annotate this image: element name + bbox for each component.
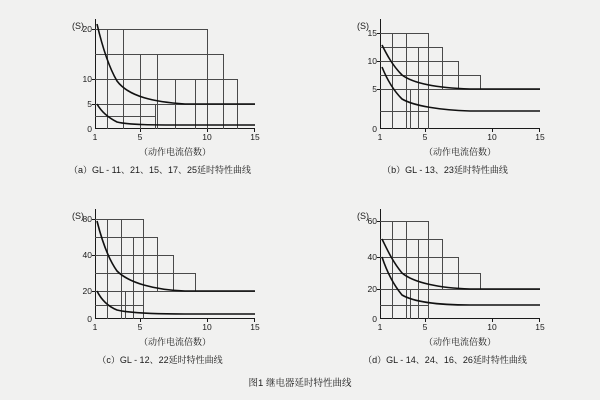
curve-upper xyxy=(97,24,255,104)
x-tick-label: 5 xyxy=(422,322,428,332)
x-tick-label: 10 xyxy=(487,322,497,332)
curve-upper xyxy=(382,45,540,89)
x-tick-mark xyxy=(207,129,208,132)
chart-panel-b xyxy=(305,5,585,180)
x-axis-title-d: （动作电流倍数） xyxy=(423,337,496,347)
plot-area-d xyxy=(367,209,545,332)
y-tick-label: 10 xyxy=(367,56,377,66)
panel-caption-b: （b）GL - 13、23延时特性曲线 xyxy=(382,165,508,175)
x-tick-label: 10 xyxy=(487,132,497,142)
x-tick-label: 15 xyxy=(250,132,260,142)
curve-lower xyxy=(97,291,255,314)
chart-panel-d xyxy=(305,195,585,370)
x-tick-label: 15 xyxy=(535,132,545,142)
x-axis-title-c: （动作电流倍数） xyxy=(138,337,211,347)
x-tick-label: 1 xyxy=(92,322,98,332)
y-axis-unit-label-c: (S) xyxy=(72,211,84,221)
x-tick-label: 5 xyxy=(137,322,143,332)
panel-caption-c: （c）GL - 12、22延时特性曲线 xyxy=(97,355,223,365)
plot-area-a xyxy=(82,19,260,142)
x-tick-mark xyxy=(425,129,426,132)
x-tick-label: 5 xyxy=(137,132,143,142)
x-tick-mark xyxy=(207,319,208,322)
x-tick-mark xyxy=(140,129,141,132)
x-tick-mark xyxy=(492,129,493,132)
chart-panel-a xyxy=(20,5,300,180)
x-axis-title-a: （动作电流倍数） xyxy=(138,147,211,157)
curve-lower xyxy=(97,104,255,125)
y-tick-label: 5 xyxy=(372,84,377,94)
x-tick-label: 10 xyxy=(202,322,212,332)
y-tick-label: 40 xyxy=(367,252,377,262)
x-tick-mark xyxy=(425,319,426,322)
x-tick-label: 1 xyxy=(377,132,383,142)
chart-panel-c xyxy=(20,195,300,370)
x-tick-mark xyxy=(254,129,255,132)
x-tick-label: 5 xyxy=(422,132,428,142)
y-tick-label: 20 xyxy=(82,24,92,34)
panel-caption-a: （a）GL - 11、21、15、17、25延时特性曲线 xyxy=(68,165,252,175)
y-axis-unit-label-d: (S) xyxy=(357,211,369,221)
x-tick-mark xyxy=(140,319,141,322)
x-axis-title-b: （动作电流倍数） xyxy=(423,147,496,157)
y-tick-label: 0 xyxy=(87,124,92,134)
plot-area-c xyxy=(82,209,260,332)
y-tick-label: 5 xyxy=(87,99,92,109)
curves-d xyxy=(380,209,540,319)
curves-c xyxy=(95,209,255,319)
y-tick-label: 15 xyxy=(367,28,377,38)
curve-lower xyxy=(382,257,540,305)
curves-a xyxy=(95,19,255,129)
x-tick-label: 1 xyxy=(377,322,383,332)
y-axis-unit-label-a: (S) xyxy=(72,21,84,31)
y-tick-label: 0 xyxy=(372,314,377,324)
x-tick-label: 10 xyxy=(202,132,212,142)
x-tick-mark xyxy=(254,319,255,322)
x-tick-mark xyxy=(492,319,493,322)
plot-area-b xyxy=(367,19,545,142)
x-tick-mark xyxy=(539,319,540,322)
x-tick-label: 1 xyxy=(92,132,98,142)
y-tick-label: 0 xyxy=(372,124,377,134)
figure-caption: 图1 继电器延时特性曲线 xyxy=(248,378,352,389)
y-tick-label: 0 xyxy=(87,314,92,324)
y-tick-label: 60 xyxy=(367,216,377,226)
y-tick-label: 80 xyxy=(82,214,92,224)
curves-b xyxy=(380,19,540,129)
x-tick-mark xyxy=(539,129,540,132)
y-tick-label: 10 xyxy=(82,74,92,84)
panel-caption-d: （d）GL - 14、24、16、26延时特性曲线 xyxy=(363,355,527,365)
x-tick-label: 15 xyxy=(535,322,545,332)
x-tick-label: 15 xyxy=(250,322,260,332)
y-tick-label: 20 xyxy=(82,286,92,296)
curve-upper xyxy=(97,221,255,291)
y-tick-label: 20 xyxy=(367,284,377,294)
y-axis-unit-label-b: (S) xyxy=(357,21,369,31)
y-tick-label: 40 xyxy=(82,250,92,260)
curve-upper xyxy=(382,239,540,289)
